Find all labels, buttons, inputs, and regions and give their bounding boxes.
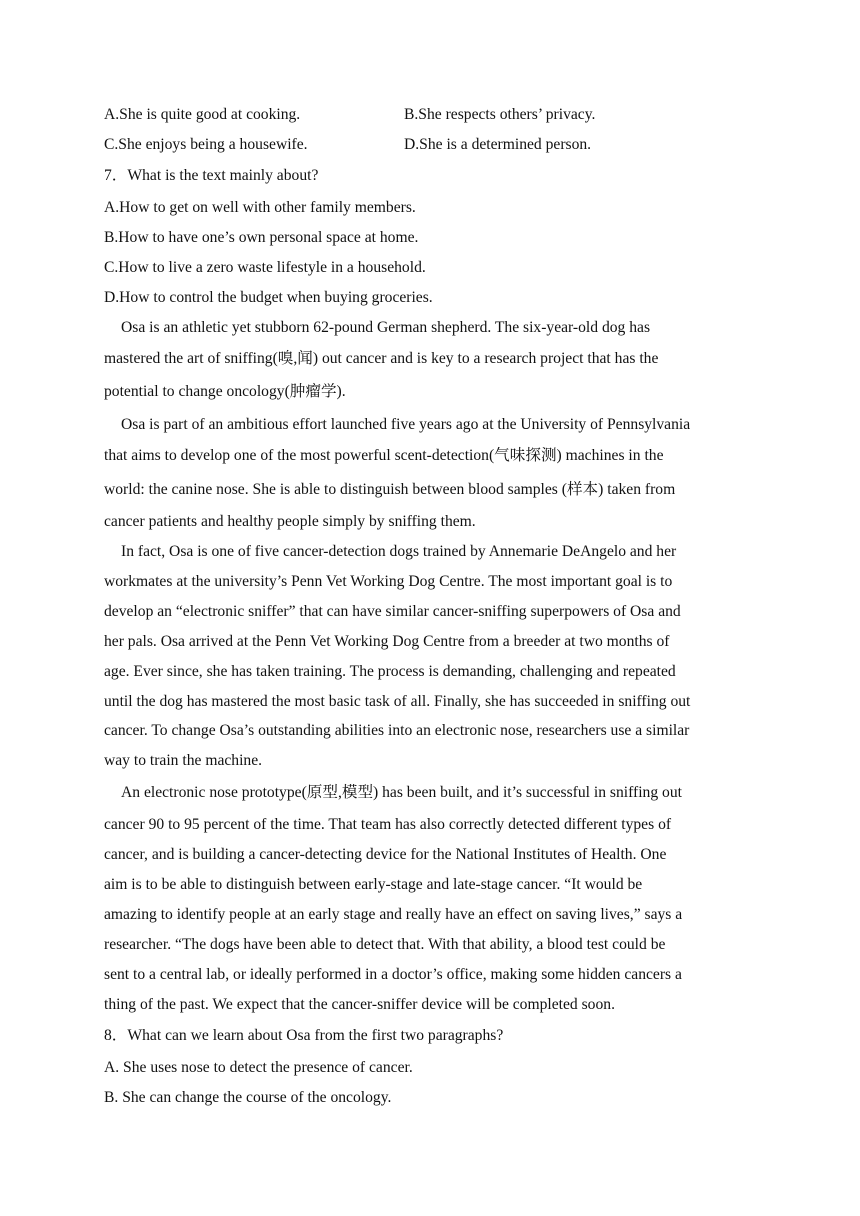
q7-option-a: A.How to get on well with other family members. [104, 199, 416, 216]
q7-option-c: C.How to live a zero waste lifestyle in a household. [104, 259, 426, 276]
passage-line: cancer 90 to 95 percent of the time. That team has also correctly detected different types of [104, 816, 672, 833]
passage-line: cancer patients and healthy people simply by sniffing them. [104, 513, 476, 530]
q8-option-b: B. She can change the course of the oncology. [104, 1089, 392, 1106]
q7-number: 7． [104, 167, 128, 184]
passage-line: mastered the art of sniffing(嗅,闻) out cancer and is key to a research project that has the [104, 350, 659, 367]
passage-line: In fact, Osa is one of five cancer-detection dogs trained by Annemarie DeAngelo and her [121, 543, 677, 560]
q6-option-d: D.She is a determined person. [404, 136, 592, 153]
passage-line: Osa is an athletic yet stubborn 62-pound German shepherd. The six-year-old dog has [121, 319, 651, 336]
passage-line: cancer. To change Osa’s outstanding abilities into an electronic nose, researchers use a similar [104, 722, 690, 739]
q7-option-d: D.How to control the budget when buying groceries. [104, 289, 433, 306]
passage-line: her pals. Osa arrived at the Penn Vet Working Dog Centre from a breeder at two months of [104, 633, 670, 650]
passage-line: potential to change oncology(肿瘤学). [104, 383, 346, 400]
q8-option-a: A. She uses nose to detect the presence of cancer. [104, 1059, 413, 1076]
passage-line: develop an “electronic sniffer” that can have similar cancer-sniffing superpowers of Osa and [104, 603, 681, 620]
passage-line: Osa is part of an ambitious effort launched five years ago at the University of Pennsylvania [121, 416, 691, 433]
q8-number: 8． [104, 1027, 128, 1044]
passage-line: researcher. “The dogs have been able to detect that. With that ability, a blood test could be [104, 936, 666, 953]
passage-line: way to train the machine. [104, 752, 263, 769]
passage-line: cancer, and is building a cancer-detecting device for the National Institutes of Health. One [104, 846, 667, 863]
passage-line: aim is to be able to distinguish between early-stage and late-stage cancer. “It would be [104, 876, 643, 893]
passage-line: world: the canine nose. She is able to distinguish between blood samples (样本) taken from [104, 481, 676, 498]
q6-option-a: A.She is quite good at cooking. [104, 106, 301, 123]
passage-line: An electronic nose prototype(原型,模型) has been built, and it’s successful in sniffing out [121, 784, 682, 801]
passage-line: until the dog has mastered the most basic task of all. Finally, she has succeeded in sniffing out [104, 693, 691, 710]
q6-option-c: C.She enjoys being a housewife. [104, 136, 308, 153]
passage-line: thing of the past. We expect that the cancer-sniffer device will be completed soon. [104, 996, 615, 1013]
passage-line: sent to a central lab, or ideally performed in a doctor’s office, making some hidden cancers a [104, 966, 682, 983]
q8-question [104, 1026, 503, 1046]
q7-question [104, 166, 318, 186]
passage-line: age. Ever since, she has taken training. The process is demanding, challenging and repeated [104, 663, 676, 680]
q8-stem: What can we learn about Osa from the first two paragraphs? [127, 1027, 504, 1044]
passage-line: workmates at the university’s Penn Vet Working Dog Centre. The most important goal is to [104, 573, 673, 590]
passage-line: that aims to develop one of the most powerful scent-detection(气味探测) machines in the [104, 447, 664, 464]
q6-option-b: B.She respects others’ privacy. [404, 106, 596, 123]
q7-option-b: B.How to have one’s own personal space at home. [104, 229, 419, 246]
passage-line: amazing to identify people at an early stage and really have an effect on saving lives,” says a [104, 906, 683, 923]
q7-stem: What is the text mainly about? [127, 167, 319, 184]
